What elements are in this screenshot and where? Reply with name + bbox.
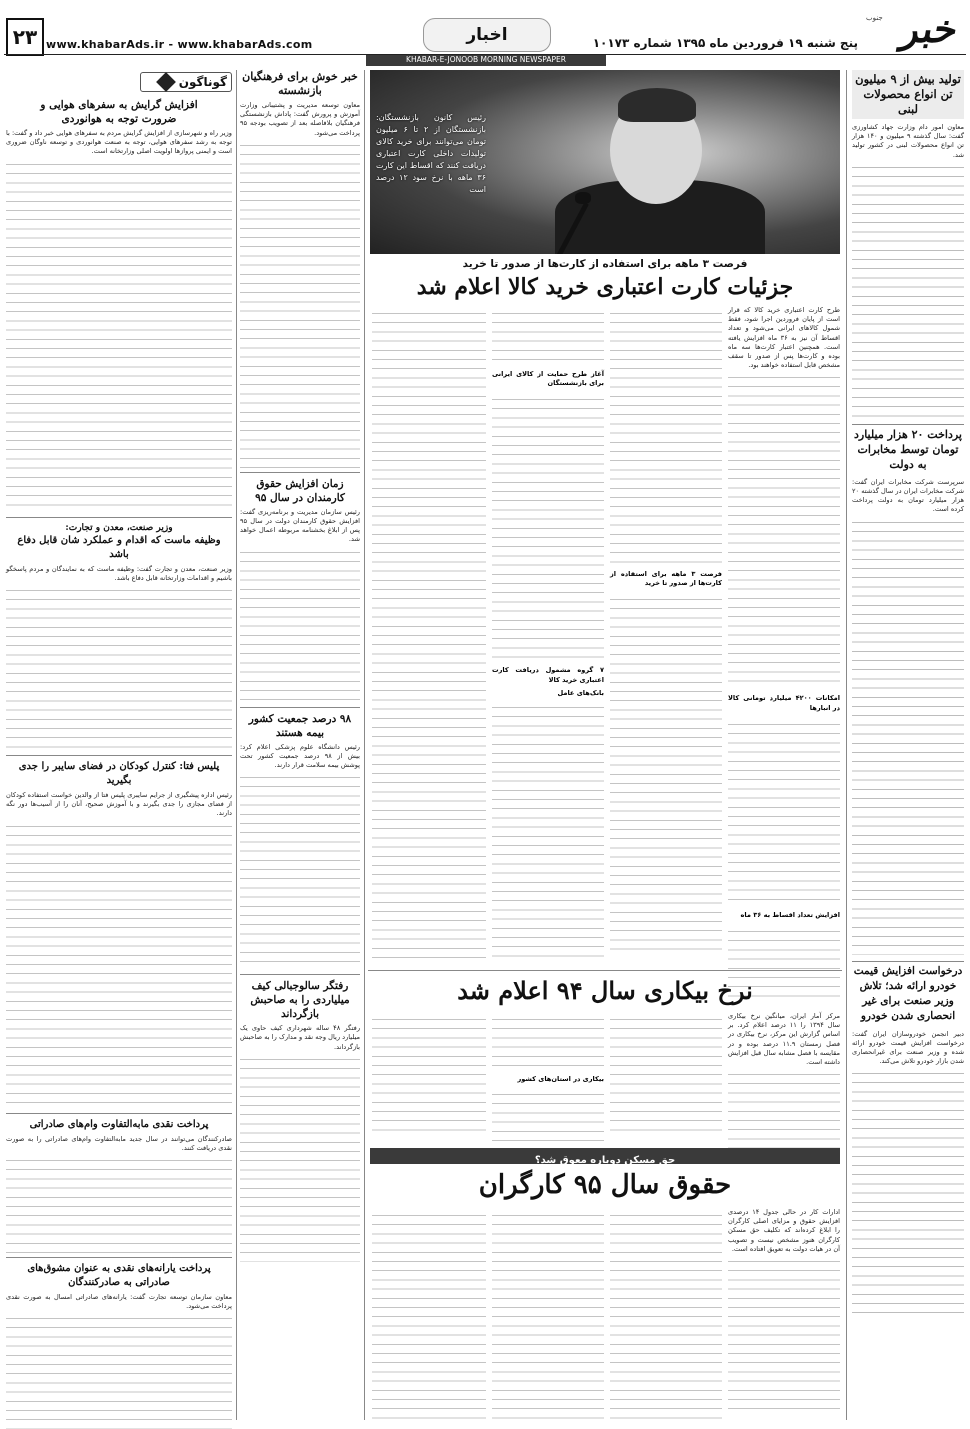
unemployment-col1 (728, 1012, 840, 1159)
right-headline-dairy: تولید بیش از ۹ میلیون تن انواع محصولات لبنی (852, 70, 964, 119)
unemployment-headline: نرخ بیکاری سال ۹۴ اعلام شد (457, 976, 753, 1005)
banner-text: گوناگون (178, 75, 227, 89)
unemployment-col3 (492, 1012, 604, 1143)
mid-headline-insurance: ۹۸ درصد جمعیت کشور بیمه هستند (248, 712, 352, 739)
wages-col1 (728, 1208, 840, 1414)
unemployment-subhead: بیکاری در استان‌های کشور (517, 1075, 604, 1083)
photo-caption: رئیس کانون بازنشستگان: بازنشستگان از ۲ تا ۶ میلیون تومان می‌توانند برای خرید کالای تولیدات داخلی کارت اعتباری دریافت کنند که اقساط این کارت ۳۶ ماهه با نرخ سود ۱۲ درصد است (376, 113, 487, 194)
main-body-col3 (492, 306, 604, 960)
wages-col4 (372, 1208, 486, 1420)
mid-body-insurance: رئیس دانشگاه علوم پزشکی اعلام کرد: بیش از ۹۸ درصد جمعیت کشور تحت پوشش بیمه سلامت قرار دارند. (240, 742, 360, 770)
banner-icon (156, 72, 176, 92)
left-headline-export-loans: پرداخت نقدی مابه‌التفاوت وام‌های صادراتی (29, 1118, 209, 1130)
main-body: طرح کارت اعتباری خرید کالا که قرار است از پایان فروردین اجرا شود، فقط شمول کالاهای ایرانی می‌شود و تعداد اقساط آن نیز به ۳۶ ماه افزایش یافته است. همچنین اعتبار کارت‌ها سه ماه بوده و کارت‌ها پس از صدور تا سقف مشخص قابل استفاده خواهند بود. (728, 306, 840, 370)
left-headline-minister: وزیر صنعت، معدن و تجارت: (65, 522, 173, 533)
main-subhead-2: آغاز طرح حمایت از کالای ایرانی برای بازنشستگان (492, 370, 604, 388)
main-headline: جزئیات کارت اعتباری خرید کالا اعلام شد (416, 274, 794, 300)
main-body-col4 (372, 306, 486, 966)
left-headline-aviation: افزایش گرایش به سفرهای هوایی و ضرورت توجه به هوانوردی (40, 99, 198, 125)
left-column (6, 98, 232, 1429)
mid-headline-salary: زمان افزایش حقوق کارمندان در سال ۹۵ (255, 477, 345, 504)
main-subhead-1: فرصت ۳ ماهه برای استفاده از کارت‌ها از صدور تا خرید (610, 570, 722, 588)
page-number-text: ۲۳ (12, 25, 38, 49)
page-number (6, 18, 44, 56)
wages-headline: حقوق سال ۹۵ کارگران (478, 1170, 732, 1200)
issue-date: پنج شنبه ۱۹ فروردین ماه ۱۳۹۵ شماره ۱۰۱۷۳ (592, 36, 858, 50)
wages-kicker: حق مسکن دوباره معوق شد؟ (534, 1155, 676, 1166)
right-body-telecom: سرپرست شرکت مخابرات ایران گفت: شرکت مخابرات ایران در سال گذشته ۲۰ هزار میلیارد تومان به دولت پرداخت کرده است. (852, 477, 964, 514)
wages-col2 (610, 1208, 722, 1420)
main-subhead-3: ۷ گروه مشمول دریافت کارت اعتباری خرید کالا (492, 666, 604, 684)
right-headline-telecom: پرداخت ۲۰ هزار میلیارد تومان توسط مخابرات به دولت (854, 427, 962, 471)
main-subhead-5: امکانات ۴۲۰۰ میلیارد تومانی کالا در انبارها (728, 694, 840, 712)
right-body-dairy-cont (852, 160, 964, 418)
left-body-police: رئیس اداره پیشگیری از جرایم سایبری پلیس فتا از والدین خواست استفاده کودکان از فضای مجازی را جدی بگیرند و با آموزش صحیح، آنان را از آسیب‌ها دور نگه دارند. (6, 791, 232, 818)
unemployment-col2 (610, 1012, 722, 1138)
right-headline-cars: درخواست افزایش قیمت خودرو ارائه شد؛ تلاش وزیر صنعت برای غیر انحصاری شدن خودرو (853, 964, 963, 1022)
website-url: www.khabarAds.ir - www.khabarAds.com (46, 38, 313, 51)
mid-headline-sweeper: رفتگر سالوجبالی کیف میلیاردی را به صاحبش بازگرداند (250, 980, 350, 1021)
main-kicker: فرصت ۳ ماهه برای استفاده از کارت‌ها از صدور تا خرید (462, 258, 748, 270)
mid-headline-teachers: خبر خوش برای فرهنگیان بازنشسته (242, 70, 358, 97)
section-title-text: اخبار (466, 25, 508, 45)
left-body-export-loans: صادرکنندگان می‌توانند در سال جدید مابه‌التفاوت وام‌های صادراتی را به صورت نقدی دریافت کنند. (6, 1134, 232, 1152)
mid-body-teachers: معاون توسعه مدیریت و پشتیبانی وزارت آموزش و پرورش گفت: پاداش بازنشستگی فرهنگیان بلافاصله بعد از تصویب بودجه ۹۵ پرداخت می‌شود. (240, 101, 360, 137)
right-column (852, 70, 964, 1420)
main-body-col1 (728, 306, 840, 1004)
wages-body: ادارات کار در حالی جدول ۱۴ درصدی افزایش حقوق و مزایای اصلی کارگران را ابلاغ کرده‌اند که تکلیف حق مسکن کارگران هنوز مشخص نیست و تصویب آن در هیات دولت به تعویق افتاده است. (728, 1208, 841, 1253)
wages-kicker-bar (370, 1148, 840, 1164)
logo-block (866, 6, 962, 54)
section-title (423, 18, 551, 52)
right-body-cars-cont (852, 1066, 964, 1316)
left-body-subsidies: معاون سازمان توسعه تجارت گفت: یارانه‌های صادراتی امسال به صورت نقدی پرداخت می‌شود. (6, 1293, 232, 1311)
left-body-minister: وزیر صنعت، معدن و تجارت گفت: وظیفه ماست که به نمایندگان و مردم پاسخگو باشیم و اقدامات وزارتخانه قابل دفاع باشد. (6, 564, 232, 582)
left-body-aviation: وزیر راه و شهرسازی از افزایش گرایش مردم به سفرهای هوایی خبر داد و گفت: با توجه به رشد سفرهای هوایی، توجه به صنعت هوانوردی و توسعه ناوگان ضروری است و ایمنی پروازها اولویت اصلی وزارتخانه است. (6, 129, 232, 156)
right-body-telecom-cont (852, 515, 964, 955)
logo-subtitle: جنوب (866, 14, 883, 22)
left-headline-subsidies: پرداخت یارانه‌های نقدی به عنوان مشوق‌های صادراتی به صادرکنندگان (27, 1263, 211, 1289)
mid-body-sweeper: رفتگر ۴۸ ساله شهرداری کیف حاوی یک میلیارد ریال وجه نقد و مدارک را به صاحبش بازگرداند. (240, 1024, 361, 1051)
mid-body-salary: رئیس سازمان مدیریت و برنامه‌ریزی گفت: افزایش حقوق کارمندان دولت در سال ۹۵ پس از ابلاغ بخشنامه مربوطه اعمال خواهد شد. (240, 507, 360, 544)
left-headline-minister-2: وظیفه ماست که اقدام و عملکرد شان قابل دفاع باشد (17, 534, 221, 560)
unemployment-col4 (372, 1012, 486, 1138)
newspaper-logo: خبر (898, 6, 962, 51)
english-strip (366, 54, 606, 66)
wages-col3 (492, 1208, 604, 1420)
main-body-col2 (610, 306, 722, 952)
left-headline-police: پلیس فتا: کنترل کودکان در فضای سایبر را جدی بگیرید (18, 761, 220, 787)
middle-column (240, 70, 360, 1262)
main-subhead-4: بانک‌های عامل (557, 688, 604, 697)
english-name: KHABAR-E-JONOOB MORNING NEWSPAPER (406, 55, 566, 64)
unemployment-body: مرکز آمار ایران، میانگین نرخ بیکاری سال ۱۳۹۴ را ۱۱ درصد اعلام کرد. بر اساس گزارش این مرکز، نرخ بیکاری در فصل زمستان ۱۱.۹ درصد بوده و در مقایسه با فصل مشابه سال قبل افزایش داشته است. (728, 1012, 840, 1067)
left-column-banner (140, 72, 232, 92)
main-subhead-6: افزایش تعداد اقساط به ۳۶ ماه (740, 910, 840, 919)
right-body-dairy: معاون امور دام وزارت جهاد کشاورزی گفت: سال گذشته ۹ میلیون و ۱۴۰ هزار تن انواع محصولات لبنی در کشور تولید شد. (852, 123, 964, 159)
right-body-cars: دبیر انجمن خودروسازان ایران گفت: درخواست افزایش قیمت خودرو ارائه شده و وزیر صنعت برای غیرانحصاری شدن بازار خودرو تلاش می‌کند. (852, 1029, 964, 1066)
